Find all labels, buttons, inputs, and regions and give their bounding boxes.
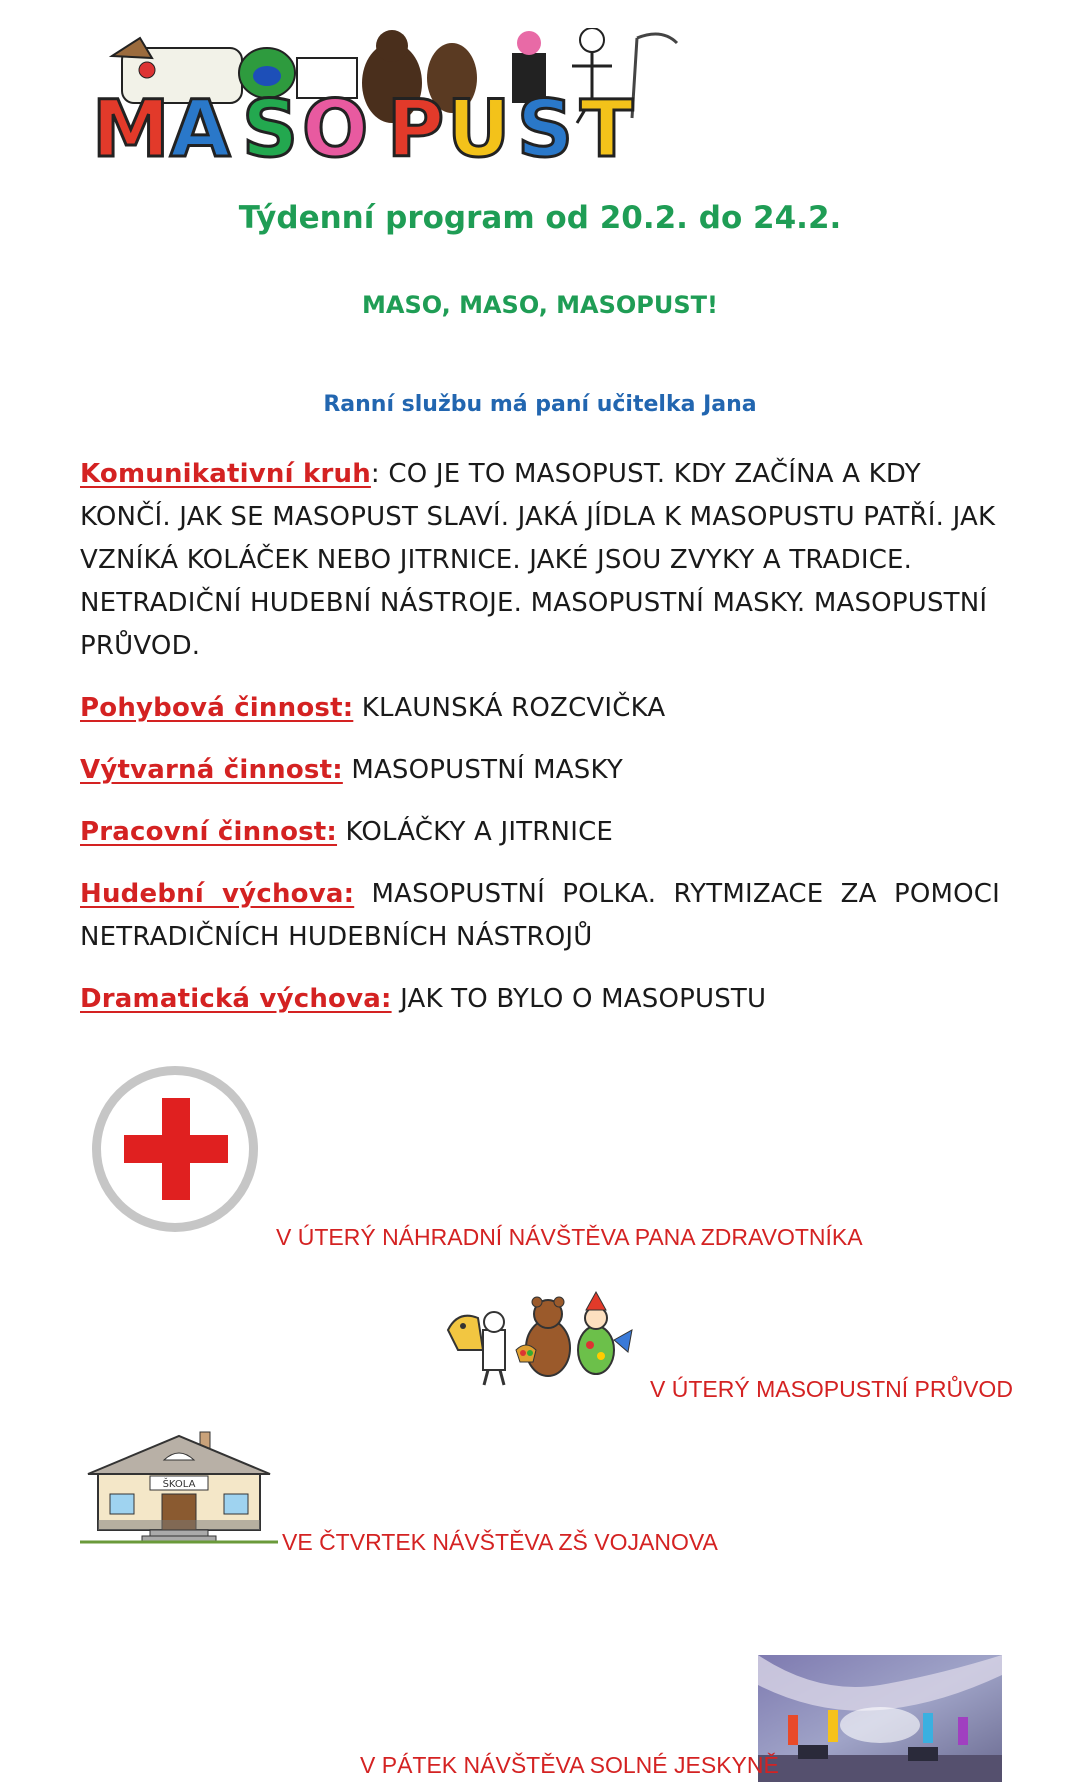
svg-text:S: S [242,85,299,163]
section-label: Pracovní činnost: [80,817,338,847]
event-school-visit: VE ČTVRTEK NÁVŠTĚVA ZŠ VOJANOVA [282,1529,718,1555]
section-text: MASOPUSTNÍ MASKY [351,755,623,785]
section-text: JAK TO BYLO O MASOPUSTU [400,984,767,1014]
section-art [80,749,1000,792]
section-text: MASOPUSTNÍ POLKA. RYTMIZACE ZA POMOCI NETRADIČNÍCH HUDEBNÍCH NÁSTROJŮ [80,879,1001,952]
page-title: Týdenní program od 20.2. do 24.2. [238,200,842,236]
school-sign: ŠKOLA [162,1479,196,1490]
section-label: Dramatická výchova: [80,984,392,1014]
svg-text:M: M [92,85,170,163]
school-building-illustration [80,1430,278,1550]
event-carnival-parade: V ÚTERÝ MASOPUSTNÍ PRŮVOD [650,1376,1013,1402]
program-sections [80,453,1000,1040]
section-label: Komunikativní kruh [80,459,371,489]
svg-text:O: O [302,85,369,163]
page-subtitle: MASO, MASO, MASOPUST! [361,291,718,319]
section-work [80,811,1000,854]
section-music [80,873,1000,959]
carnival-parade-illustration [438,1290,638,1390]
morning-service-note: Ranní službu má paní učitelka Jana [323,392,757,417]
masopust-logo [92,28,792,163]
svg-text:A: A [170,85,231,163]
svg-text:T: T [580,85,634,163]
section-text: KLAUNSKÁ ROZCVIČKA [361,693,666,723]
red-cross-icon [92,1066,258,1232]
section-text: CO JE TO MASOPUST. KDY ZAČÍNA A KDY KONČÍ. JAK SE MASOPUST SLAVÍ. JAKÁ JÍDLA K MASOPUSTU PATŘÍ. JAK VZNÍKÁ KOLÁČEK NEBO JITRNICE. JAKÉ JSOU ZVYKY A TRADICE. NETRADIČNÍ HUDEBNÍ NÁSTROJE. MASOPUSTNÍ MASKY. MASOPUSTNÍ PRŮVOD. [80,459,996,661]
section-text: KOLÁČKY A JITRNICE [345,817,614,847]
section-label: Pohybová činnost: [80,693,354,723]
svg-text:P: P [387,85,445,163]
svg-text:U: U [447,85,511,163]
section-movement [80,687,1000,730]
svg-text:S: S [517,85,574,163]
section-label: Výtvarná činnost: [80,755,343,785]
section-drama [80,978,1000,1021]
section-label: Hudební výchova: [80,879,355,909]
event-salt-cave-visit: V PÁTEK NÁVŠTĚVA SOLNÉ JESKYNĚ [360,1752,779,1778]
section-communication [80,453,1000,668]
event-nurse-visit: V ÚTERÝ NÁHRADNÍ NÁVŠTĚVA PANA ZDRAVOTNÍKA [276,1224,863,1250]
salt-cave-photo [758,1655,1002,1782]
section-separator: : [370,459,389,489]
